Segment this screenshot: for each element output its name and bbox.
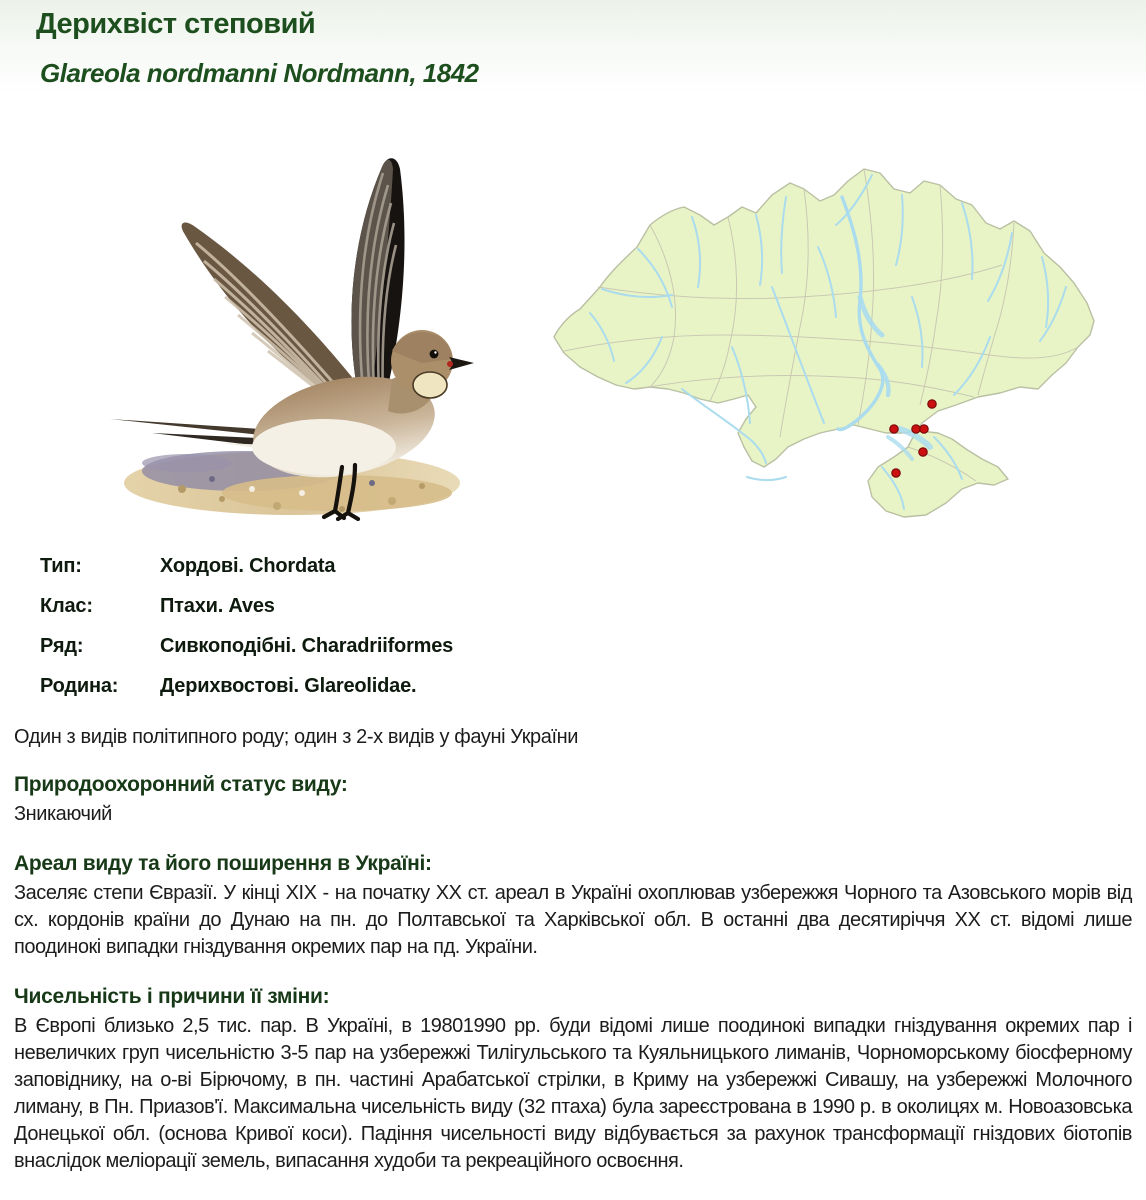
- taxonomy-value: Птахи. Aves: [160, 595, 275, 617]
- taxonomy-value: Сивкоподібні. Charadriiformes: [160, 635, 454, 657]
- range-marker: [912, 425, 920, 433]
- range-marker: [892, 469, 900, 477]
- range-map: [542, 137, 1104, 519]
- bird-illustration: [92, 111, 484, 525]
- section-population-heading: Чисельність і причини її зміни:: [14, 985, 330, 1008]
- intro-line: Один з видів політипного роду; один з 2-х видів у фауні України: [14, 726, 579, 748]
- section-range: [14, 852, 1132, 961]
- section-status-body: Зникаючий: [14, 803, 112, 825]
- ukraine-outline: [554, 169, 1094, 517]
- taxonomy-label: Тип:: [40, 555, 82, 577]
- range-marker: [928, 400, 936, 408]
- figures-row: [0, 89, 1146, 525]
- latin-name: Glareola nordmanni Nordmann, 1842: [40, 58, 479, 88]
- section-population-body: В Європі близько 2,5 тис. пар. В Україні, в 19801990 рр. буди відомі лише поодинокі випадки гніздування окремих пар і невеличких груп чисельністю 3-5 пар на узбережжі Тилігульського та Куяльницького лиманів, Чорноморському біосферному заповіднику, на о-ві Бірючому, в пн. частині Арабатської стрілки, в Криму на узбережжі Сивашу, на узбережжі Молочного лиману, в Пн. Приазов'ї. Максимальна чисельність виду (32 птаха) була зареєстрована в 1990 р. в околицях м. Новоазовська Донецької обл. (основа Кривої коси). Падіння чисельності виду відбувається за рахунок трансформації гніздових біотопів внаслідок меліорації земель, випасання худоби та рекреаційного освоєння.: [14, 1015, 1132, 1172]
- section-range-body: Заселяє степи Євразії. У кінці XIX - на початку XX ст. ареал в Україні охоплював узбережжя Чорного та Азовського морів від сх. кордонів країни до Дунаю на пн. до Полтавської та Харківської обл. В останні два десятиріччя XX ст. відомі лише поодинокі випадки гніздування окремих пар на пд. України.: [14, 882, 1132, 958]
- range-marker: [919, 448, 927, 456]
- bird-illustration-svg: [92, 111, 484, 525]
- taxonomy-value: Дерихвостові. Glareolidae.: [160, 675, 417, 697]
- range-marker: [920, 425, 928, 433]
- section-status-heading: Природоохоронний статус виду:: [14, 773, 348, 796]
- range-map-svg: [542, 137, 1104, 519]
- taxonomy-label: Клас:: [40, 595, 93, 617]
- page-title: Дерихвіст степовий: [36, 8, 316, 40]
- taxonomy-label: Родина:: [40, 675, 119, 697]
- section-population: [14, 985, 1132, 1175]
- section-range-heading: Ареал виду та його поширення в Україні:: [14, 852, 432, 875]
- taxonomy-table: [40, 555, 1146, 698]
- taxonomy-label: Ряд:: [40, 635, 84, 657]
- taxonomy-value: Хордові. Chordata: [160, 555, 336, 577]
- section-status: [14, 773, 1132, 828]
- range-marker: [890, 425, 898, 433]
